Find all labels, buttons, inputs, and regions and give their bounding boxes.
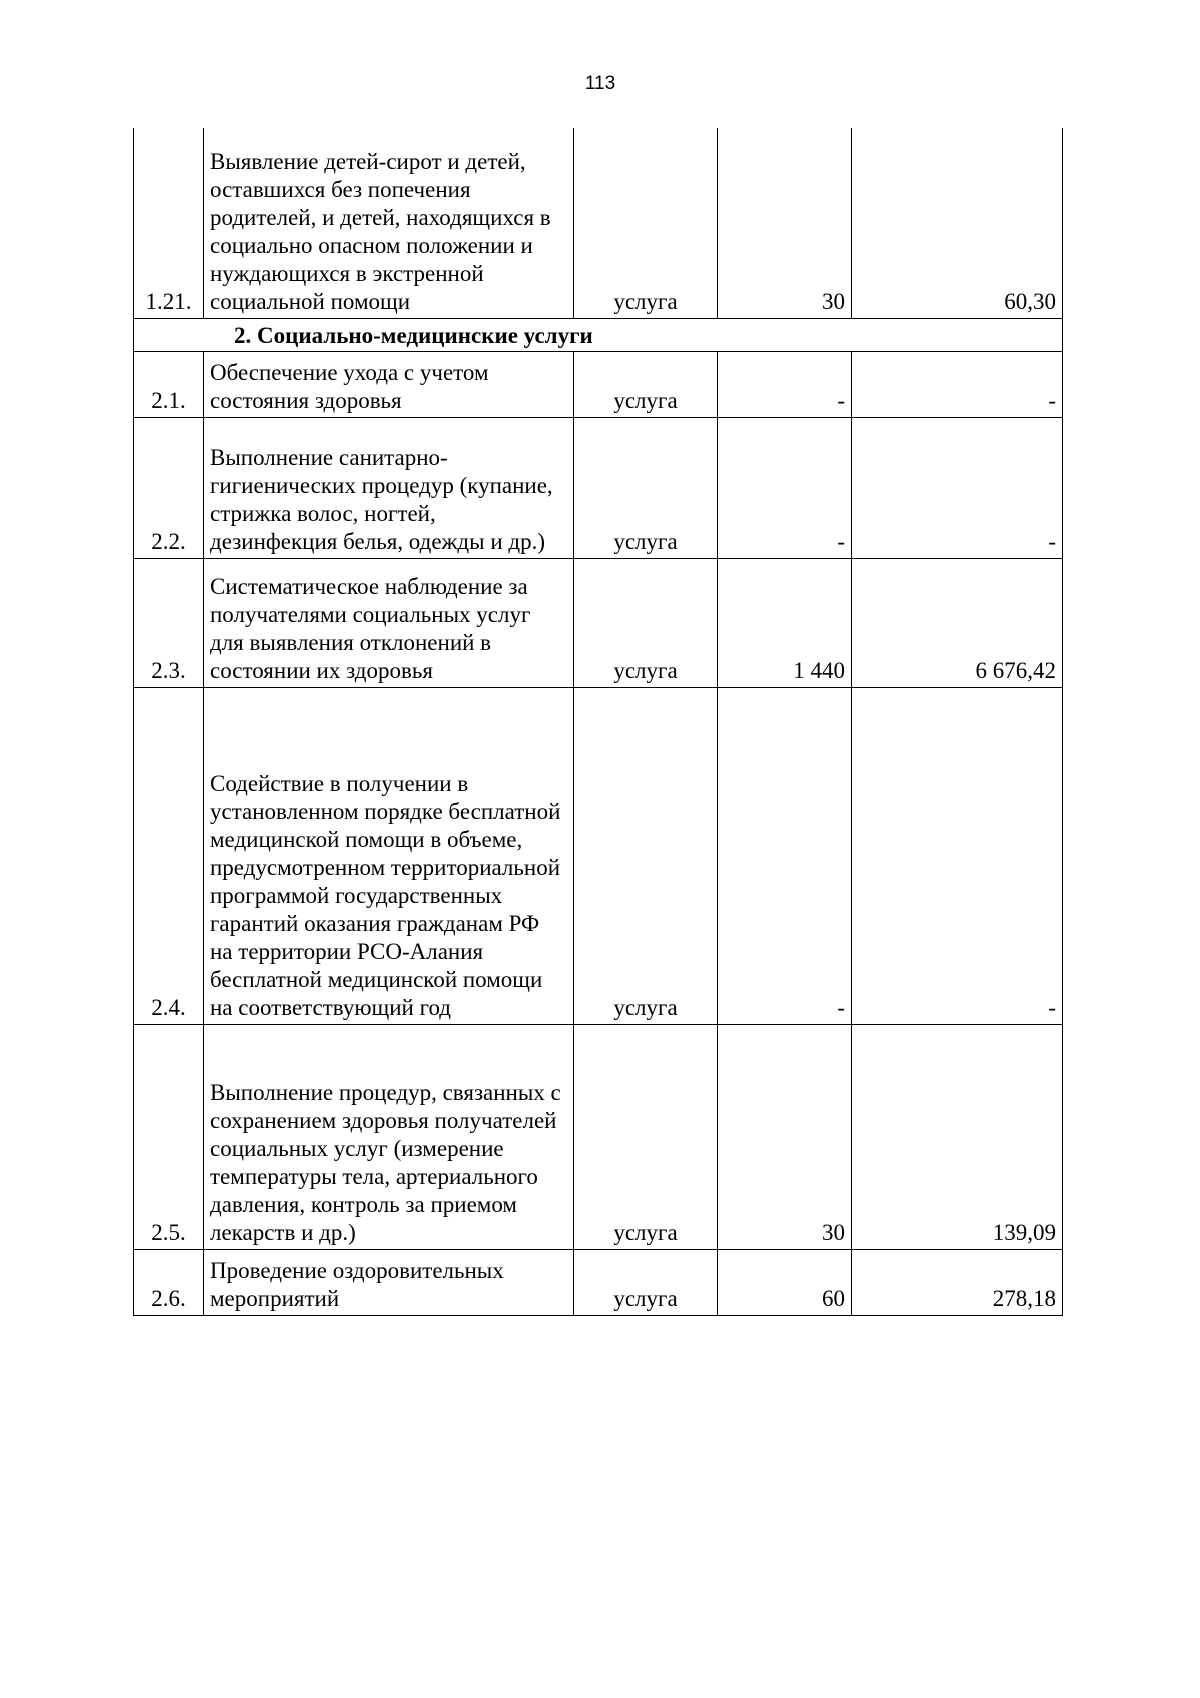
section-header-row bbox=[134, 318, 1063, 351]
amount-cell: - bbox=[852, 687, 1063, 1024]
table-row-2-5 bbox=[134, 1024, 1063, 1249]
unit-cell: услуга bbox=[574, 1249, 718, 1315]
row-number: 2.4. bbox=[134, 687, 204, 1024]
amount-cell: 278,18 bbox=[852, 1249, 1063, 1315]
table-row-2-4 bbox=[134, 687, 1063, 1024]
service-name: Выполнение процедур, связанных с сохранением здоровья получателей социальных услуг (измерение температуры тела, артериального давления, контроль за приемом лекарств и др.) bbox=[204, 1024, 574, 1249]
service-name: Систематическое наблюдение за получателями социальных услуг для выявления отклонений в состоянии их здоровья bbox=[204, 558, 574, 687]
quantity-cell: - bbox=[718, 687, 852, 1024]
section-title: 2. Социально-медицинские услуги bbox=[134, 318, 1063, 351]
quantity-cell: - bbox=[718, 351, 852, 417]
row-number: 2.2. bbox=[134, 417, 204, 558]
row-number: 2.1. bbox=[134, 351, 204, 417]
unit-cell: услуга bbox=[574, 687, 718, 1024]
amount-cell: - bbox=[852, 351, 1063, 417]
table-row-2-2 bbox=[134, 417, 1063, 558]
table-row-1-21 bbox=[134, 128, 1063, 318]
service-name: Проведение оздоровительных мероприятий bbox=[204, 1249, 574, 1315]
amount-cell: 60,30 bbox=[852, 128, 1063, 318]
quantity-cell: 30 bbox=[718, 128, 852, 318]
unit-cell: услуга bbox=[574, 1024, 718, 1249]
quantity-cell: - bbox=[718, 417, 852, 558]
service-name: Обеспечение ухода с учетом состояния здоровья bbox=[204, 351, 574, 417]
amount-cell: 6 676,42 bbox=[852, 558, 1063, 687]
amount-cell: 139,09 bbox=[852, 1024, 1063, 1249]
quantity-cell: 1 440 bbox=[718, 558, 852, 687]
quantity-cell: 30 bbox=[718, 1024, 852, 1249]
row-number: 2.5. bbox=[134, 1024, 204, 1249]
table-row-2-3 bbox=[134, 558, 1063, 687]
row-number: 1.21. bbox=[134, 128, 204, 318]
amount-cell: - bbox=[852, 417, 1063, 558]
service-name: Содействие в получении в установленном порядке бесплатной медицинской помощи в объеме, предусмотренном территориальной программой государственных гарантий оказания гражданам РФ на территории РСО-Алания бесплатной медицинской помощи на соответствующий год bbox=[204, 687, 574, 1024]
quantity-cell: 60 bbox=[718, 1249, 852, 1315]
service-name: Выполнение санитарно-гигиенических процедур (купание, стрижка волос, ногтей, дезинфекция белья, одежды и др.) bbox=[204, 417, 574, 558]
unit-cell: услуга bbox=[574, 351, 718, 417]
table-row-2-1 bbox=[134, 351, 1063, 417]
table-row-2-6 bbox=[134, 1249, 1063, 1315]
unit-cell: услуга bbox=[574, 417, 718, 558]
unit-cell: услуга bbox=[574, 128, 718, 318]
service-name: Выявление детей-сирот и детей, оставшихся без попечения родителей, и детей, находящихся в социально опасном положении и нуждающихся в экстренной социальной помощи bbox=[204, 128, 574, 318]
services-table bbox=[133, 128, 1063, 1316]
row-number: 2.6. bbox=[134, 1249, 204, 1315]
row-number: 2.3. bbox=[134, 558, 204, 687]
unit-cell: услуга bbox=[574, 558, 718, 687]
page-number: 113 bbox=[584, 73, 616, 94]
